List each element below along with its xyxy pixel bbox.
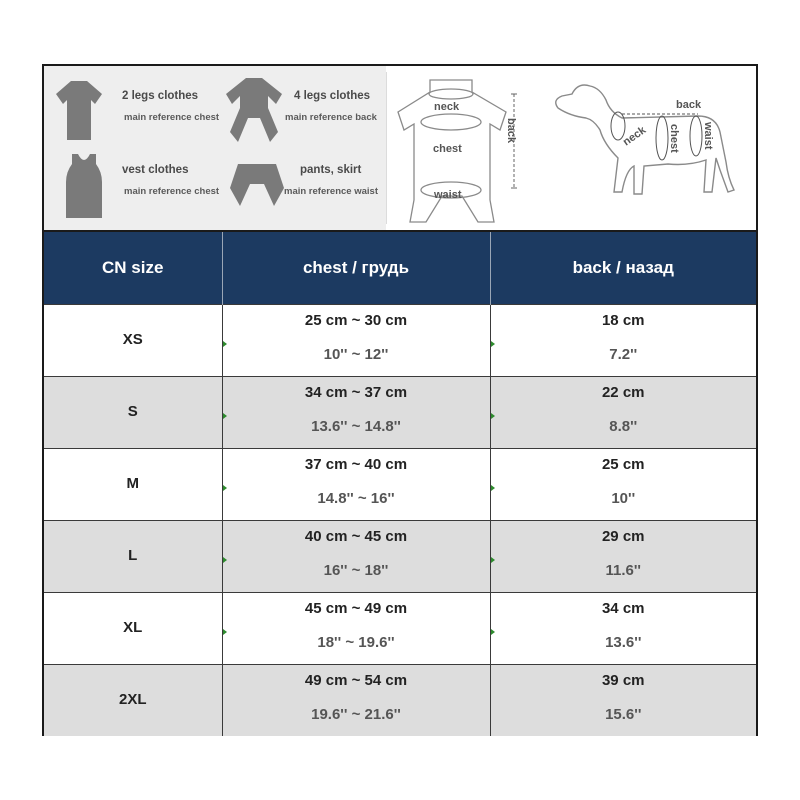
vest-icon (64, 152, 104, 220)
chest-inch: 19.6'' ~ 21.6'' (311, 706, 401, 724)
guide-subtitle: main reference chest (124, 186, 220, 197)
back-cm: 22 cm (601, 384, 645, 401)
chest-cell (222, 664, 490, 736)
back-cm: 25 cm (601, 456, 645, 473)
back-inch: 7.2'' (609, 346, 638, 363)
chest-cell (222, 592, 490, 664)
chest-inch: 14.8'' ~ 16'' (317, 490, 395, 507)
back-cm: 34 cm (601, 600, 645, 617)
chest-inch: 16'' ~ 18'' (323, 562, 389, 579)
marker-icon (223, 485, 227, 491)
back-cm: 39 cm (601, 672, 645, 690)
back-cell (490, 448, 756, 520)
header-cn-size: CN size (44, 232, 222, 304)
size-label: XL (123, 619, 143, 636)
back-inch: 8.8'' (609, 418, 638, 435)
chest-cell (222, 304, 490, 376)
guide-subtitle: main reference waist (284, 186, 378, 197)
table-row (44, 304, 756, 376)
back-cell (490, 520, 756, 592)
size-cell (44, 376, 222, 448)
back-inch: 15.6'' (605, 706, 642, 724)
table-header-row (44, 232, 756, 304)
waist-label: waist (702, 122, 714, 150)
guide-title: 4 legs clothes (294, 90, 371, 102)
table-row (44, 448, 756, 520)
table-row (44, 520, 756, 592)
guide-subtitle: main reference chest (124, 112, 220, 123)
chest-cm: 34 cm ~ 37 cm (304, 384, 408, 401)
back-cell (490, 664, 756, 736)
size-cell (44, 664, 222, 736)
pants-icon (228, 162, 286, 210)
chest-cell (222, 376, 490, 448)
guide-title: vest clothes (122, 164, 189, 176)
guide-title: 2 legs clothes (122, 90, 199, 102)
chest-inch: 13.6'' ~ 14.8'' (311, 418, 401, 435)
marker-icon (223, 413, 227, 419)
back-cm: 29 cm (601, 528, 645, 545)
size-label: XS (122, 331, 143, 348)
marker-icon (223, 341, 227, 347)
back-cell (490, 376, 756, 448)
measurement-guide (44, 66, 756, 232)
size-table (44, 232, 756, 736)
back-inch: 13.6'' (605, 634, 642, 651)
chest-cm: 45 cm ~ 49 cm (304, 600, 408, 617)
shirt-measure-diagram (390, 72, 530, 228)
four-legs-icon (224, 76, 284, 144)
size-cell (44, 592, 222, 664)
guide-divider (386, 72, 387, 224)
size-cell (44, 304, 222, 376)
dog-measure-diagram (548, 74, 748, 228)
back-label: back (505, 118, 517, 144)
marker-icon (491, 485, 495, 491)
size-label: M (126, 475, 139, 492)
chest-label: chest (668, 124, 680, 153)
back-cell (490, 592, 756, 664)
marker-icon (491, 413, 495, 419)
tshirt-icon (54, 78, 104, 142)
chest-inch: 10'' ~ 12'' (323, 346, 389, 363)
back-inch: 10'' (611, 490, 636, 507)
header-back: back / назад (490, 232, 756, 304)
neck-label: neck (620, 124, 649, 149)
marker-icon (223, 629, 227, 635)
waist-label: waist (434, 189, 462, 201)
back-inch: 11.6'' (605, 562, 641, 579)
size-label: 2XL (118, 691, 147, 709)
marker-icon (491, 629, 495, 635)
marker-icon (491, 341, 495, 347)
guide-subtitle: main reference back (285, 112, 377, 123)
chest-inch: 18'' ~ 19.6'' (317, 634, 395, 651)
chest-cm: 25 cm ~ 30 cm (304, 312, 408, 329)
back-cell (490, 304, 756, 376)
size-label: S (127, 403, 138, 420)
back-cm: 18 cm (601, 312, 645, 329)
size-chart (42, 64, 758, 736)
size-cell (44, 520, 222, 592)
header-chest: chest / грудь (222, 232, 490, 304)
table-row (44, 376, 756, 448)
size-cell (44, 448, 222, 520)
size-label: L (128, 547, 138, 564)
neck-label: neck (434, 101, 460, 113)
chest-cm: 40 cm ~ 45 cm (304, 528, 408, 545)
back-label: back (676, 99, 702, 111)
marker-icon (223, 557, 227, 563)
table-row (44, 592, 756, 664)
chest-cm: 37 cm ~ 40 cm (304, 456, 408, 473)
guide-title: pants, skirt (300, 164, 362, 176)
chest-cell (222, 520, 490, 592)
marker-icon (491, 557, 495, 563)
chest-cm: 49 cm ~ 54 cm (304, 672, 408, 690)
chest-cell (222, 448, 490, 520)
chest-label: chest (433, 143, 462, 155)
table-row (44, 664, 756, 736)
